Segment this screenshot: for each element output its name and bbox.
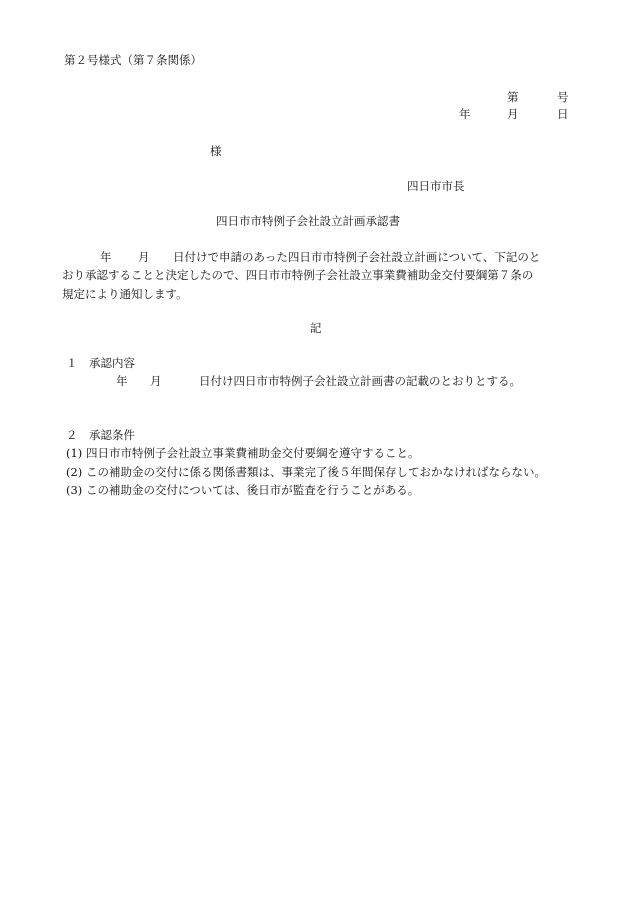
ki-heading: 記: [310, 321, 322, 335]
section1-text: 日付け四日市市特例子会社設立計画書の記載のとおりとする。: [199, 374, 521, 388]
condition-item-1: (1) 四日市市特例子会社設立事業費補助金交付要綱を遵守すること。: [66, 446, 420, 460]
body-year: 年: [100, 250, 112, 264]
number-go: 号: [557, 90, 569, 104]
document-title: 四日市市特例子会社設立計画承認書: [216, 214, 400, 228]
date-month: 月: [507, 107, 519, 121]
number-dai: 第: [507, 90, 519, 104]
date-year: 年: [459, 107, 471, 121]
section2-heading: ２ 承認条件: [66, 428, 135, 442]
section1-month: 月: [150, 374, 162, 388]
condition-item-3: (3) この補助金の交付については、後日市が監査を行うことがある。: [66, 483, 420, 497]
section1-year: 年: [116, 374, 128, 388]
form-label: 第２号様式（第７条関係）: [64, 53, 202, 67]
condition-item-2: (2) この補助金の交付に係る関係書類は、事業完了後５年間保存しておかなければならない。: [66, 465, 546, 479]
body-line3: 規定により通知します。: [62, 287, 188, 301]
section1-heading: １ 承認内容: [66, 356, 135, 370]
body-line1: 日付けで申請のあった四日市市特例子会社設立計画について、下記のと: [173, 250, 541, 264]
body-line2: おり承認することと決定したので、四日市市特例子会社設立事業費補助金交付要綱第７条の: [62, 268, 534, 282]
recipient-suffix: 様: [210, 144, 222, 158]
issuer: 四日市市長: [407, 179, 465, 193]
body-month: 月: [138, 250, 150, 264]
date-day: 日: [557, 107, 569, 121]
